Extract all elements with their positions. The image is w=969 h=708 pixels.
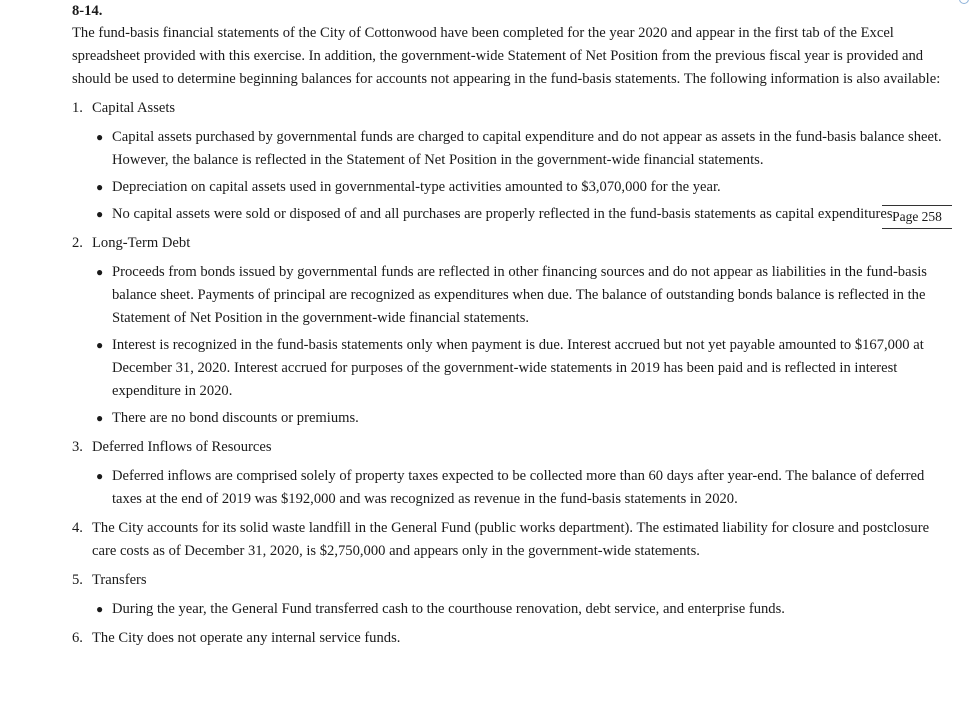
bullet-item [72, 126, 952, 172]
list-item-title: The City does not operate any internal service funds. [92, 630, 401, 646]
bullet-item [72, 203, 952, 226]
bullet-text: Depreciation on capital assets used in governmental-type activities amounted to $3,070,000 for the year. [112, 179, 721, 195]
bullet-dot-icon: ● [96, 338, 104, 352]
page-marker: Page 258 [882, 205, 952, 229]
bullet-list [72, 126, 952, 226]
list-item [72, 569, 952, 592]
bullet-item [72, 407, 952, 430]
bullet-item [72, 176, 952, 199]
bullet-item [72, 261, 952, 330]
numbered-list [72, 97, 952, 650]
list-item-number: 6. [72, 630, 83, 646]
list-item [72, 517, 952, 563]
problem-label: 8-14. [72, 3, 103, 19]
list-item-number: 4. [72, 520, 83, 536]
list-item-number: 3. [72, 439, 83, 455]
bullet-item [72, 465, 952, 511]
bullet-text: During the year, the General Fund transferred cash to the courthouse renovation, debt service, and enterprise funds. [112, 601, 785, 617]
bullet-dot-icon: ● [96, 180, 104, 194]
bullet-text: Deferred inflows are comprised solely of property taxes expected to be collected more than 60 days after year-end. The balance of deferred taxes at the end of 2019 was $192,000 and was recognized as revenue in the fund-basis statements in 2020. [112, 468, 925, 507]
corner-circle-decoration [959, 0, 969, 4]
problem-document [72, 0, 952, 650]
bullet-text: Proceeds from bonds issued by governmental funds are reflected in other financing sources and do not appear as liabilities in the fund-basis balance sheet. Payments of principal are recognized as expenditures when due. The balance of outstanding bonds balance is reflected in the Statement of Net Position in the government-wide financial statements. [112, 264, 927, 326]
list-item-title: Capital Assets [92, 100, 176, 116]
list-item-number: 5. [72, 572, 83, 588]
problem-intro: The fund-basis financial statements of the City of Cottonwood have been completed for the year 2020 and appear in the first tab of the Excel spreadsheet provided with this exercise. In addition, the government-wide Statement of Net Position from the previous fiscal year is provided and should be used to determine beginning balances for accounts not appearing in the fund-basis statements. The following information is also available: [72, 25, 941, 87]
bullet-list [72, 261, 952, 430]
bullet-list [72, 465, 952, 511]
bullet-dot-icon: ● [96, 469, 104, 483]
bullet-text: Capital assets purchased by governmental funds are charged to capital expenditure and do not appear as assets in the fund-basis balance sheet. However, the balance is reflected in the Statement of Net Position in the government-wide financial statements. [112, 129, 942, 168]
bullet-item [72, 598, 952, 621]
bullet-text: There are no bond discounts or premiums. [112, 410, 359, 426]
bullet-dot-icon: ● [96, 602, 104, 616]
bullet-dot-icon: ● [96, 130, 104, 144]
list-item-title: The City accounts for its solid waste landfill in the General Fund (public works department). The estimated liability for closure and postclosure care costs as of December 31, 2020, is $2,750,000 and appears only in the government-wide statements. [92, 520, 930, 559]
list-item [72, 436, 952, 459]
list-item-number: 1. [72, 100, 83, 116]
list-item-number: 2. [72, 235, 83, 251]
list-item [72, 627, 952, 650]
bullet-text: No capital assets were sold or disposed of and all purchases are properly reflected in the fund-basis statements as capital expenditures. [112, 206, 897, 222]
list-item-title: Deferred Inflows of Resources [92, 439, 272, 455]
list-item-title: Transfers [92, 572, 147, 588]
bullet-item [72, 334, 952, 403]
bullet-text: Interest is recognized in the fund-basis statements only when payment is due. Interest accrued but not yet payable amounted to $167,000 at December 31, 2020. Interest accrued for purposes of the government-wide statements in 2019 has been paid and is reflected in interest expenditure in 2020. [112, 337, 924, 399]
list-item-title: Long-Term Debt [92, 235, 191, 251]
bullet-list [72, 598, 952, 621]
list-item [72, 97, 952, 120]
list-item [72, 232, 952, 255]
bullet-dot-icon: ● [96, 207, 104, 221]
bullet-dot-icon: ● [96, 411, 104, 425]
bullet-dot-icon: ● [96, 265, 104, 279]
